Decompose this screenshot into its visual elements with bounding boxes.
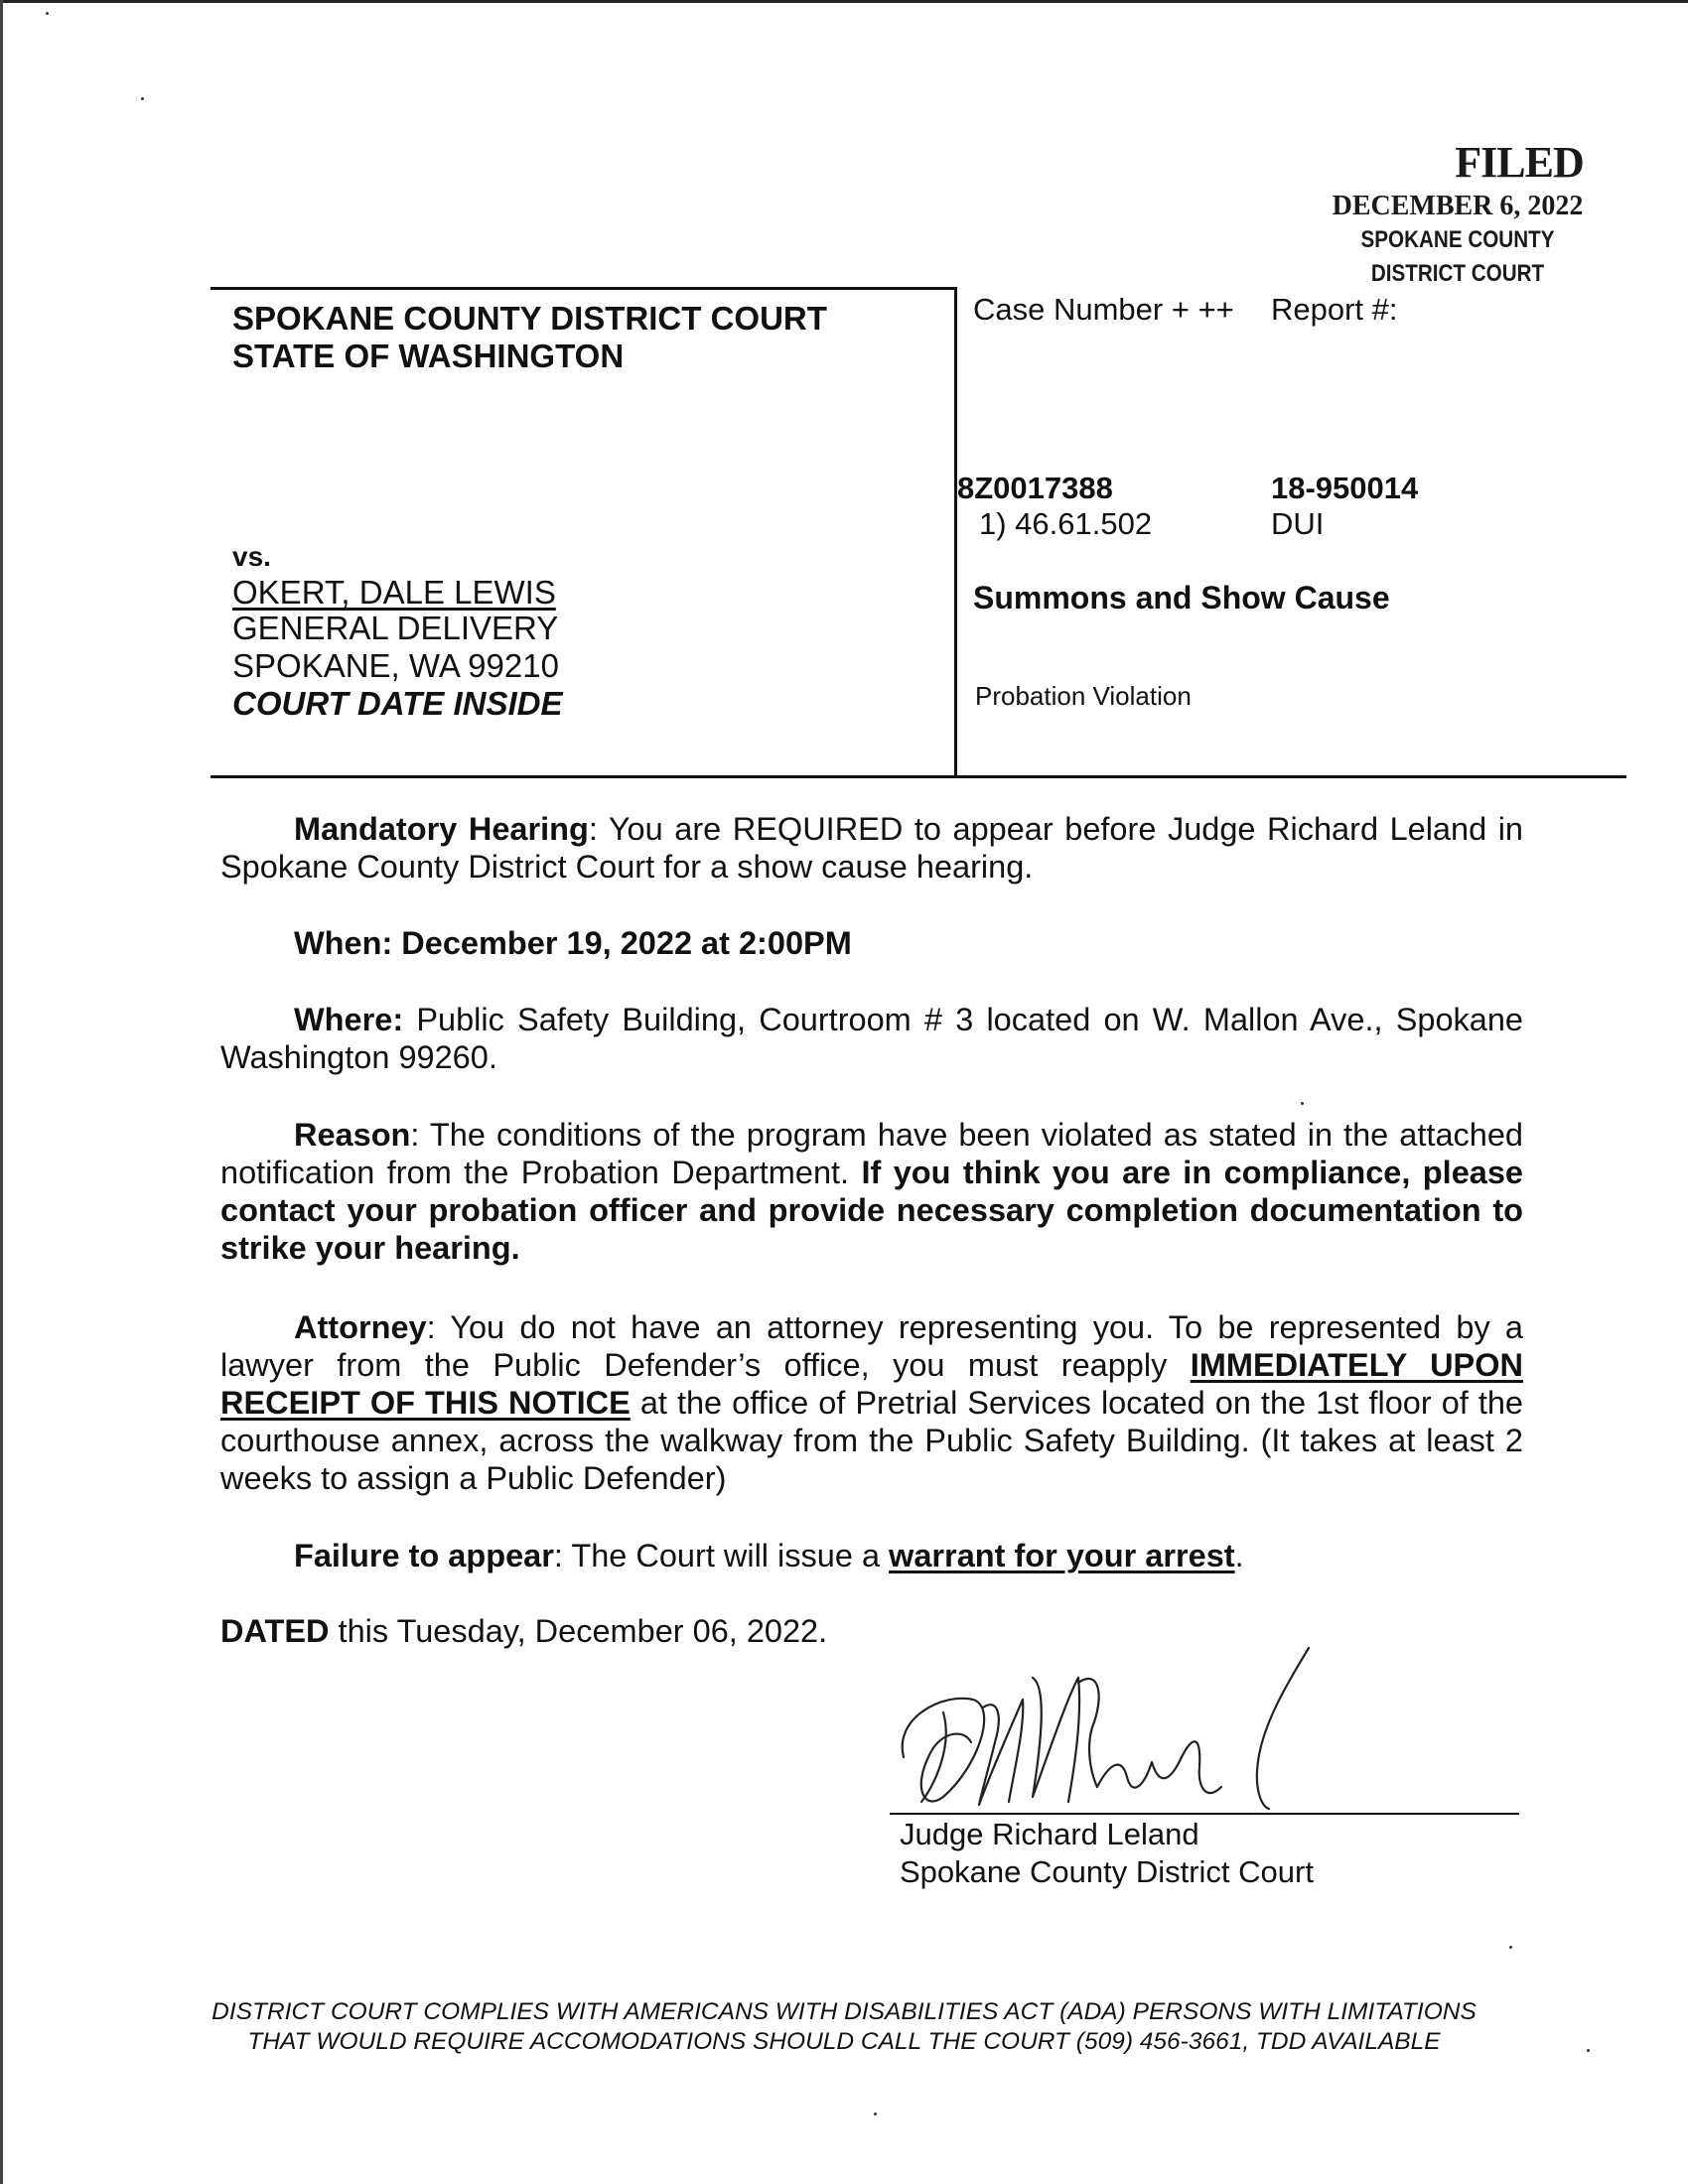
scan-speck — [141, 97, 144, 100]
where-paragraph — [220, 1001, 1523, 1076]
dated-label: DATED — [220, 1613, 330, 1649]
court-date-note: COURT DATE INSIDE — [232, 685, 563, 722]
ada-notice-line1: DISTRICT COURT COMPLIES WITH AMERICANS WITH DISABILITIES ACT (ADA) PERSONS WITH LIMITATIONS — [211, 1998, 1477, 2025]
reason-paragraph — [220, 1116, 1523, 1267]
state-name: STATE OF WASHINGTON — [232, 338, 625, 374]
filed-stamp-date: DECEMBER 6, 2022 — [1332, 191, 1584, 221]
reason-label: Reason — [294, 1117, 411, 1153]
mandatory-hearing-text: : You are REQUIRED to appear before Judge Richard Leland in Spokane County District Court for a show cause hearing. — [220, 811, 1523, 885]
when-paragraph — [220, 924, 1523, 962]
caption-divider — [954, 287, 957, 777]
scan-speck — [1587, 2049, 1590, 2052]
hearing-when: When: December 19, 2022 at 2:00PM — [294, 925, 852, 961]
ada-notice-line2: THAT WOULD REQUIRE ACCOMODATIONS SHOULD CALL THE COURT (509) 456-3661, TDD AVAILABLE — [247, 2028, 1441, 2055]
defendant-name: OKERT, DALE LEWIS — [232, 574, 556, 611]
page-top-edge — [0, 0, 1688, 3]
scan-speck — [874, 2113, 877, 2116]
caption-top-rule — [211, 287, 957, 290]
report-number: 18-950014 — [1271, 471, 1419, 505]
defendant-address-line2: SPOKANE, WA 99210 — [232, 647, 559, 684]
failure-label: Failure to appear — [294, 1538, 554, 1573]
charge-name: DUI — [1271, 506, 1325, 541]
signature-court: Spokane County District Court — [900, 1854, 1314, 1889]
versus-label: vs. — [232, 541, 271, 572]
mandatory-hearing-paragraph — [220, 810, 1523, 886]
case-number: 8Z0017388 — [957, 471, 1113, 505]
failure-end: . — [1234, 1538, 1244, 1573]
document-title: Summons and Show Cause — [973, 580, 1390, 615]
warrant-emphasis: warrant for your arrest — [889, 1538, 1235, 1573]
reason-compliance-note: If you think you are in compliance, please contact your probation officer and provide necessary completion documentation to strike your hearing. — [220, 1155, 1523, 1266]
report-number-label: Report #: — [1271, 292, 1398, 327]
failure-paragraph — [220, 1537, 1523, 1574]
where-text: Public Safety Building, Courtroom # 3 located on W. Mallon Ave., Spokane Washington 99260. — [220, 1002, 1523, 1075]
attorney-text-1: : You do not have an attorney representing you. To be represented by a lawyer from the Public Defender’s office, you must reapply — [220, 1309, 1523, 1383]
court-name: SPOKANE COUNTY DISTRICT COURT — [232, 300, 827, 337]
attorney-emphasis: IMMEDIATELY UPON RECEIPT OF THIS NOTICE — [220, 1347, 1523, 1421]
reason-text: : The conditions of the program have been violated as stated in the attached notification from the Probation Department. — [220, 1117, 1523, 1190]
where-label: Where: — [294, 1002, 404, 1037]
defendant-address-line1: GENERAL DELIVERY — [232, 610, 559, 646]
attorney-text-2: at the office of Pretrial Services located on the 1st floor of the courthouse annex, across the walkway from the Public Safety Building. (It takes at least 2 weeks to assign a Public Defender) — [220, 1385, 1523, 1496]
filed-stamp-title: FILED — [1455, 138, 1584, 187]
case-number-label: Case Number + ++ — [973, 292, 1234, 327]
dated-text: this Tuesday, December 06, 2022. — [329, 1613, 828, 1649]
charge-code: 1) 46.61.502 — [979, 506, 1153, 541]
mandatory-hearing-label: Mandatory Hearing — [294, 811, 589, 847]
caption-bottom-rule — [211, 775, 1626, 778]
page-left-edge — [0, 0, 3, 2184]
scan-speck — [46, 12, 49, 15]
attorney-paragraph — [220, 1308, 1523, 1497]
scan-speck — [1509, 1946, 1512, 1949]
judge-signature — [884, 1638, 1340, 1817]
attorney-label: Attorney — [294, 1309, 427, 1345]
failure-text: : The Court will issue a — [553, 1538, 890, 1573]
filed-stamp-county: SPOKANE COUNTY — [1360, 226, 1555, 253]
filed-stamp-court: DISTRICT COURT — [1370, 260, 1545, 287]
signature-line — [890, 1813, 1519, 1815]
document-subtitle: Probation Violation — [975, 681, 1192, 711]
judge-name: Judge Richard Leland — [900, 1817, 1199, 1851]
scan-speck — [1301, 1102, 1304, 1105]
